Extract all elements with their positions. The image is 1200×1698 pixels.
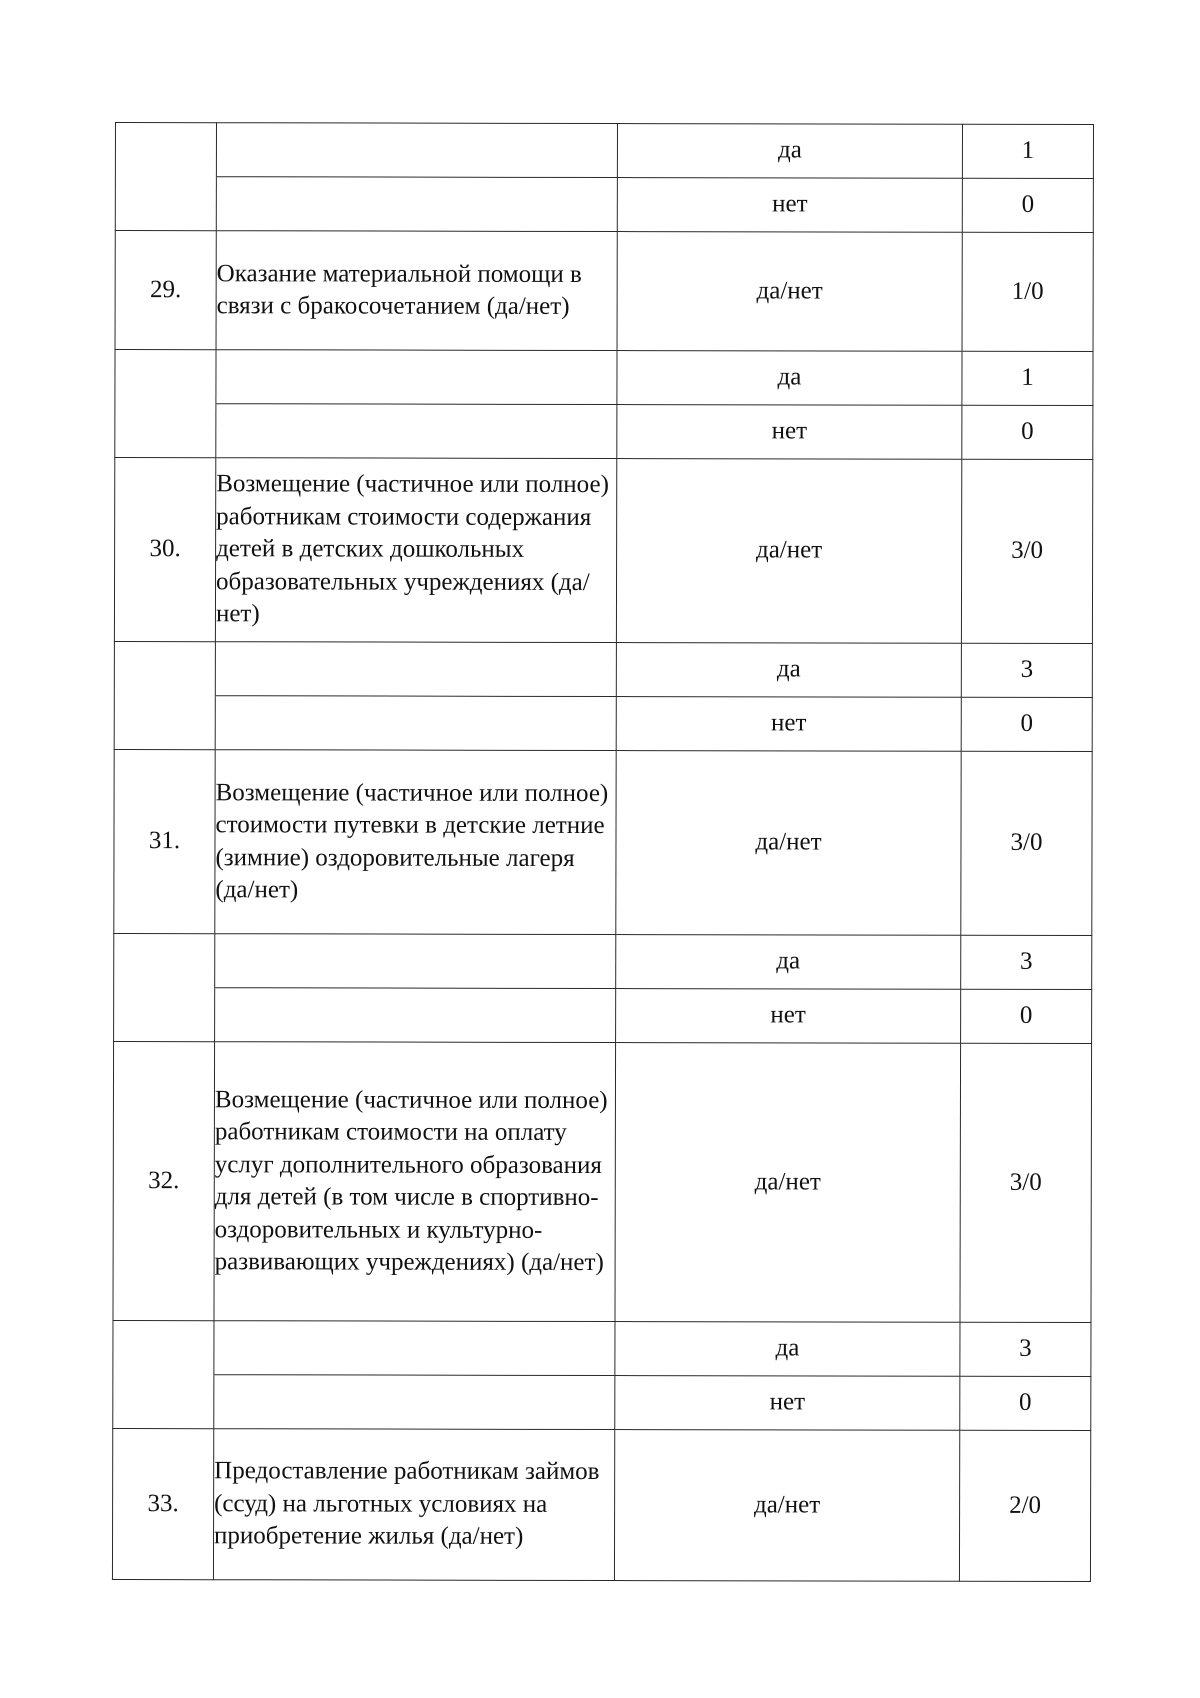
row-number-cell: 30. [114, 458, 215, 642]
row-points-cell: 1 [962, 124, 1093, 178]
row-points-cell: 3/0 [961, 459, 1092, 643]
row-answer-cell: да [616, 935, 961, 990]
row-number-cell [114, 641, 215, 695]
row-answer-cell: нет [617, 405, 962, 460]
row-description-cell: Возмещение (частичное или полное) стоимости путевки в детские летние (зимние) оздоровительные лагеря (да/нет) [215, 750, 616, 935]
table-row [114, 458, 1092, 644]
table-row [113, 1320, 1091, 1376]
row-description-cell [215, 642, 616, 697]
row-number-cell [113, 1320, 214, 1374]
row-description-cell [214, 1375, 615, 1430]
row-description-cell [216, 177, 617, 232]
row-description-cell [216, 123, 617, 178]
row-description-cell: Оказание материальной помощи в связи с бракосочетанием (да/нет) [216, 231, 617, 351]
row-points-cell: 1/0 [962, 232, 1093, 351]
row-number-cell [115, 123, 216, 177]
row-answer-cell: нет [616, 697, 961, 752]
row-number-cell [115, 350, 216, 404]
row-points-cell: 0 [961, 697, 1092, 751]
row-answer-cell: да/нет [615, 1043, 961, 1323]
row-number-cell [115, 177, 216, 231]
table-row [113, 1374, 1091, 1430]
row-description-cell: Возмещение (частичное или полное) работникам стоимости содержания детей в детских дошкольных образовательных учреждениях (да/нет) [215, 458, 616, 643]
row-points-cell: 2/0 [959, 1430, 1090, 1581]
row-answer-cell: да/нет [616, 459, 961, 644]
row-points-cell: 3/0 [961, 751, 1092, 935]
row-answer-cell: да/нет [616, 751, 961, 936]
row-number-cell: 29. [115, 231, 216, 350]
row-answer-cell: да [617, 351, 962, 406]
row-number-cell [113, 1374, 214, 1428]
row-answer-cell: нет [615, 1376, 960, 1431]
row-description-cell [216, 350, 617, 405]
table-row [114, 933, 1092, 989]
row-description-cell [215, 988, 616, 1043]
row-number-cell [114, 987, 215, 1041]
table-row [115, 177, 1093, 233]
row-number-cell: 32. [113, 1041, 215, 1320]
row-answer-cell: да/нет [614, 1430, 959, 1582]
row-description-cell [215, 934, 616, 989]
table-row [112, 1428, 1090, 1581]
row-points-cell: 0 [962, 405, 1093, 459]
row-description-cell [214, 1321, 615, 1376]
row-number-cell [115, 404, 216, 458]
table-row [114, 641, 1092, 697]
row-answer-cell: да [615, 1322, 960, 1377]
row-description-cell [215, 696, 616, 751]
table-row [115, 123, 1093, 179]
row-points-cell: 3 [961, 935, 1092, 989]
table-row [115, 350, 1093, 406]
row-answer-cell: да [616, 643, 961, 698]
table-row [113, 1041, 1092, 1322]
table-row [115, 231, 1093, 352]
table-row [114, 695, 1092, 751]
row-number-cell: 31. [114, 749, 215, 933]
row-number-cell [114, 933, 215, 987]
row-points-cell: 0 [961, 989, 1092, 1043]
row-points-cell: 1 [962, 351, 1093, 405]
table-row [115, 404, 1093, 460]
row-answer-cell: да [617, 124, 962, 179]
table-row [114, 987, 1092, 1043]
row-points-cell: 0 [960, 1376, 1091, 1430]
row-points-cell: 3 [961, 643, 1092, 697]
row-points-cell: 3/0 [960, 1043, 1092, 1322]
criteria-table [112, 122, 1094, 1582]
row-description-cell: Возмещение (частичное или полное) работникам стоимости на оплату услуг дополнительного образования для детей (в том числе в спортивно-оздоровительных и культурно-развивающих учреждениях) (да/нет) [214, 1042, 616, 1322]
row-points-cell: 0 [962, 178, 1093, 232]
table-row [114, 749, 1092, 935]
row-number-cell [114, 695, 215, 749]
row-description-cell [216, 404, 617, 459]
row-description-cell: Предоставление работникам займов (ссуд) на льготных условиях на приобретение жилья (да/нет) [213, 1429, 614, 1581]
row-answer-cell: нет [616, 989, 961, 1044]
row-answer-cell: нет [617, 178, 962, 233]
row-answer-cell: да/нет [617, 232, 962, 352]
row-number-cell: 33. [112, 1428, 213, 1579]
row-points-cell: 3 [960, 1322, 1091, 1376]
